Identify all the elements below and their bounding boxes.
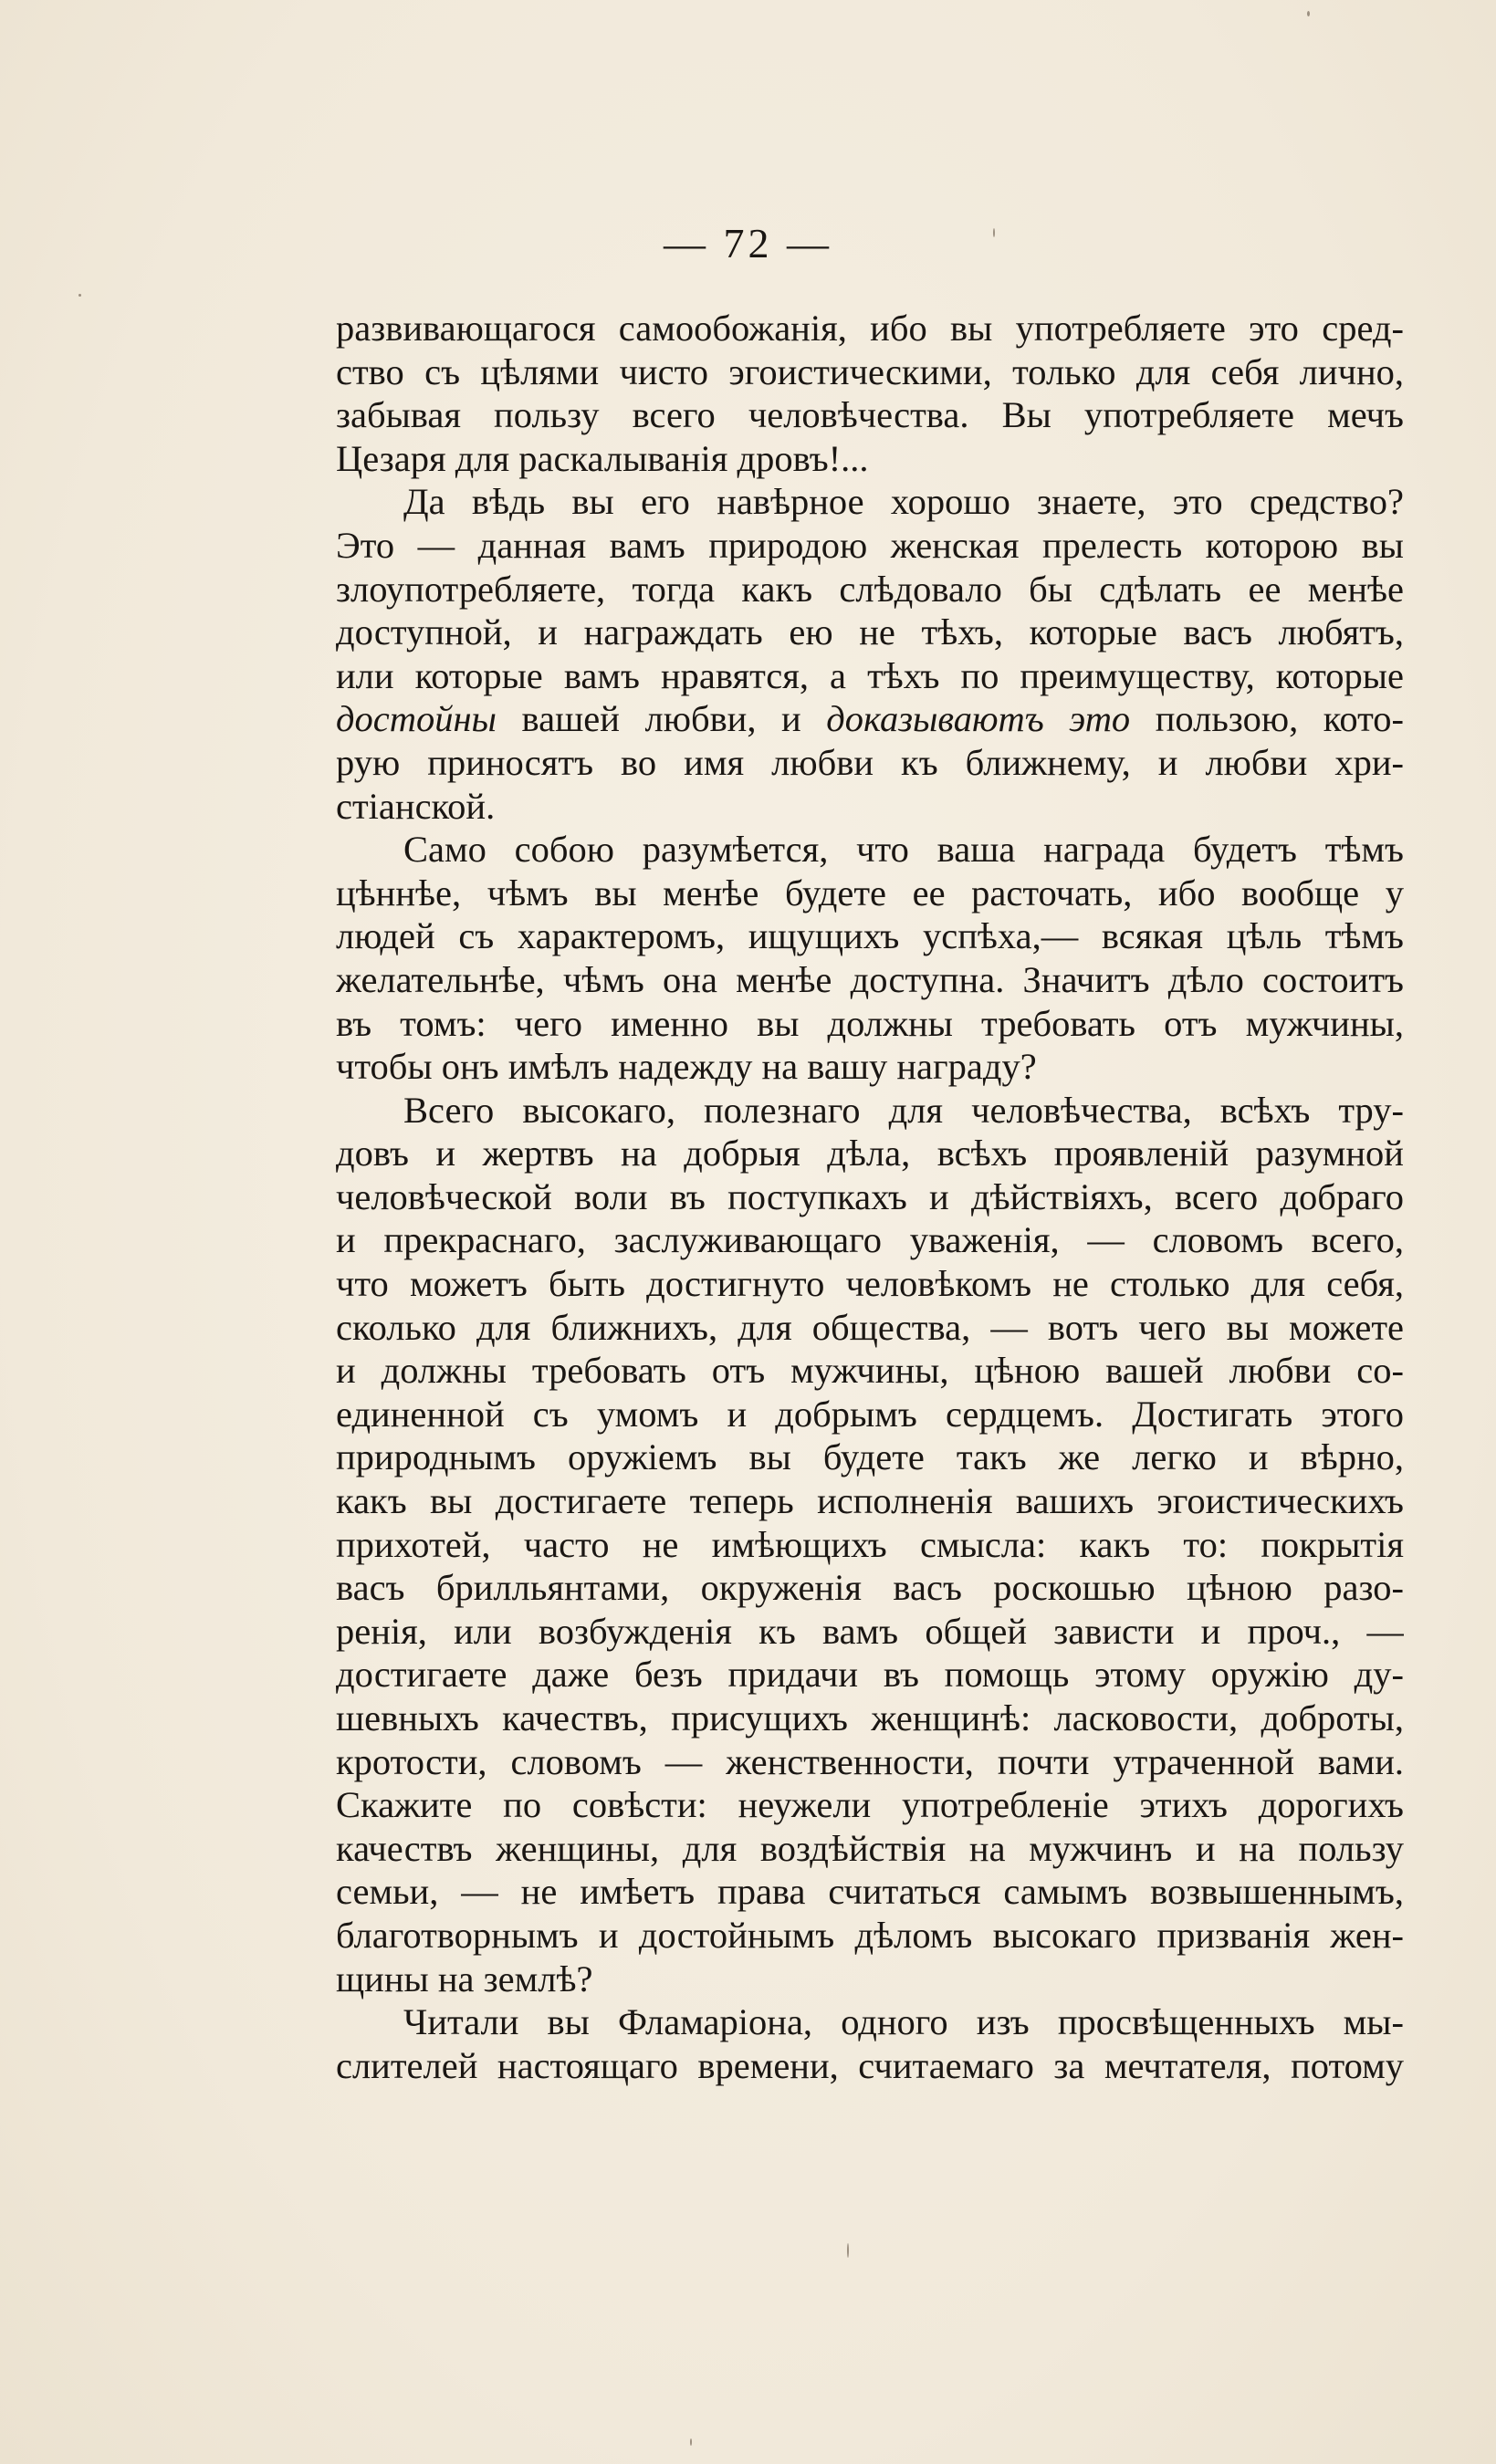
text-line: доступной, и награждать ею не тѣхъ, которые васъ любятъ, xyxy=(336,611,1404,653)
text-line: Читали вы Фламаріона, одного изъ просвѣщенныхъ мы- xyxy=(403,2001,1404,2043)
text-line: человѣческой воли въ поступкахъ и дѣйствіяхъ, всего добраго xyxy=(336,1175,1404,1217)
text-line: кротости, словомъ — женственности, почти утраченной вами. xyxy=(336,1740,1404,1782)
text-line: или которые вамъ нравятся, а тѣхъ по преимуществу, которые xyxy=(336,654,1404,696)
text-line: довъ и жертвъ на добрыя дѣла, всѣхъ проявленій разумной xyxy=(336,1133,1404,1175)
text-line: достигаете даже безъ придачи въ помощь этому оружію ду- xyxy=(336,1654,1404,1696)
text-line: прихотей, часто не имѣющихъ смысла: какъ то: покрытія xyxy=(336,1523,1404,1565)
paper-blemish xyxy=(993,228,995,237)
text-line: слителей настоящаго времени, считаемаго за мечтателя, потому xyxy=(336,2044,1404,2086)
text-line: и прекраснаго, заслуживающаго уваженія, — словомъ всего, xyxy=(336,1219,1404,1261)
paper-blemish xyxy=(847,2243,849,2258)
text-line: сколько для ближнихъ, для общества, — вотъ чего вы можете xyxy=(336,1306,1404,1348)
text-line: ренія, или возбужденія къ вамъ общей зависти и проч., — xyxy=(336,1610,1404,1652)
text-line: Скажите по совѣсти: неужели употребленіе этихъ дорогихъ xyxy=(336,1784,1404,1826)
text-line: единенной съ умомъ и добрымъ сердцемъ. Достигать этого xyxy=(336,1393,1404,1435)
paper-blemish xyxy=(78,294,81,297)
text-line: желательнѣе, чѣмъ она менѣе доступна. Значитъ дѣло состоитъ xyxy=(336,958,1404,1000)
text-segment: пользою, кото- xyxy=(1130,698,1404,740)
text-line: что можетъ быть достигнуто человѣкомъ не столько для себя, xyxy=(336,1263,1404,1305)
italic-text: доказываютъ это xyxy=(826,698,1131,740)
text-line: забывая пользу всего человѣчества. Вы употребляете мечъ xyxy=(336,394,1404,436)
text-line: злоупотребляете, тогда какъ слѣдовало бы сдѣлать ее менѣе xyxy=(336,568,1404,610)
page-number: — 72 — xyxy=(664,220,832,266)
text-line: рую приносятъ во имя любви къ ближнему, и любви хри- xyxy=(336,741,1404,783)
text-line: Цезаря для раскалыванія дровъ!... xyxy=(336,437,869,479)
text-line: развивающагося самообожанія, ибо вы употребляете это сред- xyxy=(336,308,1404,349)
text-line: Всего высокаго, полезнаго для человѣчества, всѣхъ тру- xyxy=(403,1089,1404,1131)
text-line: и должны требовать отъ мужчины, цѣною вашей любви со- xyxy=(336,1350,1404,1392)
text-line: щины на землѣ? xyxy=(336,1958,593,1999)
text-line: качествъ женщины, для воздѣйствія на мужчинъ и на пользу xyxy=(336,1827,1404,1869)
text-line: природнымъ оружіемъ вы будете такъ же легко и вѣрно, xyxy=(336,1436,1404,1478)
text-line: шевныхъ качествъ, присущихъ женщинѣ: ласковости, доброты, xyxy=(336,1697,1404,1738)
text-line: людей съ характеромъ, ищущихъ успѣха,— всякая цѣль тѣмъ xyxy=(336,915,1404,957)
text-line: цѣннѣе, чѣмъ вы менѣе будете ее расточать, ибо вообще у xyxy=(336,872,1404,914)
body-text xyxy=(336,307,1404,2087)
text-line: семьи, — не имѣетъ права считаться самымъ возвышеннымъ, xyxy=(336,1871,1404,1913)
text-line: Само собою разумѣется, что ваша награда будетъ тѣмъ xyxy=(403,829,1404,871)
text-line: въ томъ: чего именно вы должны требовать отъ мужчины, xyxy=(336,1002,1404,1044)
text-segment: вашей любви, и xyxy=(496,698,827,740)
text-line: стіанской. xyxy=(336,785,496,827)
paper-blemish xyxy=(1307,11,1310,16)
text-line: какъ вы достигаете теперь исполненія вашихъ эгоистическихъ xyxy=(336,1480,1404,1522)
text-line: чтобы онъ имѣлъ надежду на вашу награду? xyxy=(336,1046,1037,1088)
text-line: ство съ цѣлями чисто эгоистическими, только для себя лично, xyxy=(336,350,1404,392)
paper-blemish xyxy=(690,2438,692,2446)
text-line: Это — данная вамъ природою женская прелесть которою вы xyxy=(336,524,1404,566)
text-line: Да вѣдь вы его навѣрное хорошо знаете, это средство? xyxy=(403,481,1404,523)
text-line xyxy=(336,697,1404,741)
italic-text: достойны xyxy=(336,698,497,740)
text-line: благотворнымъ и достойнымъ дѣломъ высокаго призванія жен- xyxy=(336,1914,1404,1956)
text-line: васъ брилльянтами, окруженія васъ роскошью цѣною разо- xyxy=(336,1567,1404,1609)
